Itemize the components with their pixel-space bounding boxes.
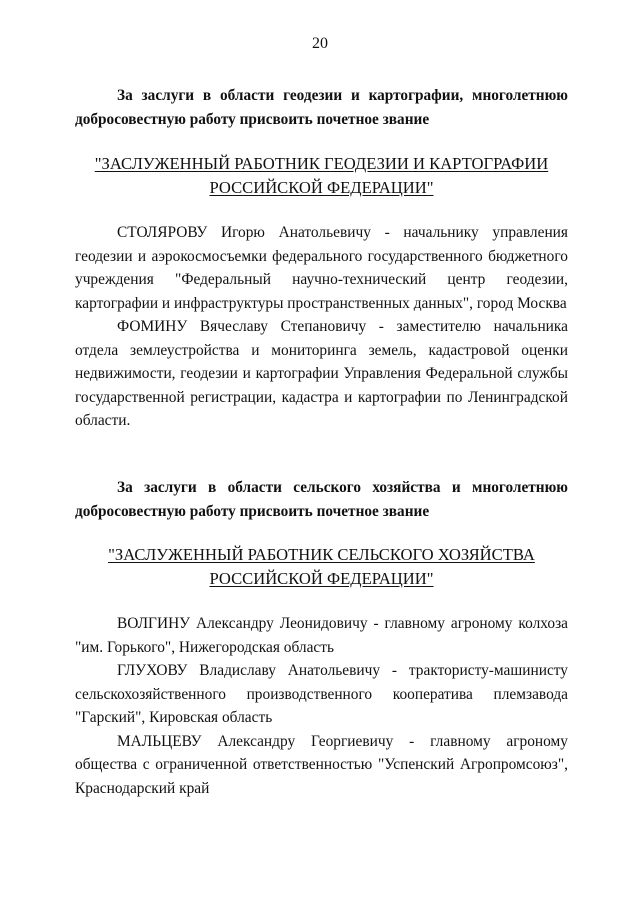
section-agriculture-intro <box>75 476 568 523</box>
awardee-entry: ФОМИНУ Вячеславу Степановичу - заместителю начальника отдела землеустройства и мониторинга земель, кадастровой оценки недвижимости, геодезии и картографии Управления Федеральной службы государственной регистрации, кадастра и картографии по Ленинградской области. <box>75 318 568 429</box>
section-geodesy-intro <box>75 84 568 131</box>
honorary-title-line: РОССИЙСКОЙ ФЕДЕРАЦИИ" <box>209 568 434 588</box>
awardee-entry: МАЛЬЦЕВУ Александру Георгиевичу - главному агроному общества с ограниченной ответственностью "Успенский Агропромсоюз", Краснодарский край <box>75 732 568 797</box>
award-reason-text: За заслуги в области сельского хозяйства и многолетнюю добросовестную работу присвоить почетное звание <box>75 479 568 520</box>
section-agriculture-entries <box>75 612 568 800</box>
awardee-entry: ГЛУХОВУ Владиславу Анатольевичу - трактористу-машинисту сельскохозяйственного производственного кооператива племзавода "Гарский", Кировская область <box>75 662 568 726</box>
awardee-entry: СТОЛЯРОВУ Игорю Анатольевичу - начальнику управления геодезии и аэрокосмосъемки федерального государственного бюджетного учреждения "Федеральный научно-технический центр геодезии, картографии и инфраструктуры пространственных данных", город Москва <box>75 224 568 312</box>
award-reason-text: За заслуги в области геодезии и картографии, многолетнюю добросовестную работу присвоить почетное звание <box>75 87 568 128</box>
honorary-title-geodesy <box>75 152 568 199</box>
honorary-title-line: РОССИЙСКОЙ ФЕДЕРАЦИИ" <box>209 177 434 197</box>
honorary-title-agriculture <box>75 543 568 590</box>
honorary-title-line: "ЗАСЛУЖЕННЫЙ РАБОТНИК ГЕОДЕЗИИ И КАРТОГРАФИИ <box>94 154 549 173</box>
awardee-entry: ВОЛГИНУ Александру Леонидовичу - главному агроному колхоза "им. Горького", Нижегородская область <box>75 615 568 656</box>
page-number: 20 <box>312 35 328 52</box>
honorary-title-line: "ЗАСЛУЖЕННЫЙ РАБОТНИК СЕЛЬСКОГО ХОЗЯЙСТВА <box>108 545 535 564</box>
section-geodesy-entries <box>75 221 568 433</box>
